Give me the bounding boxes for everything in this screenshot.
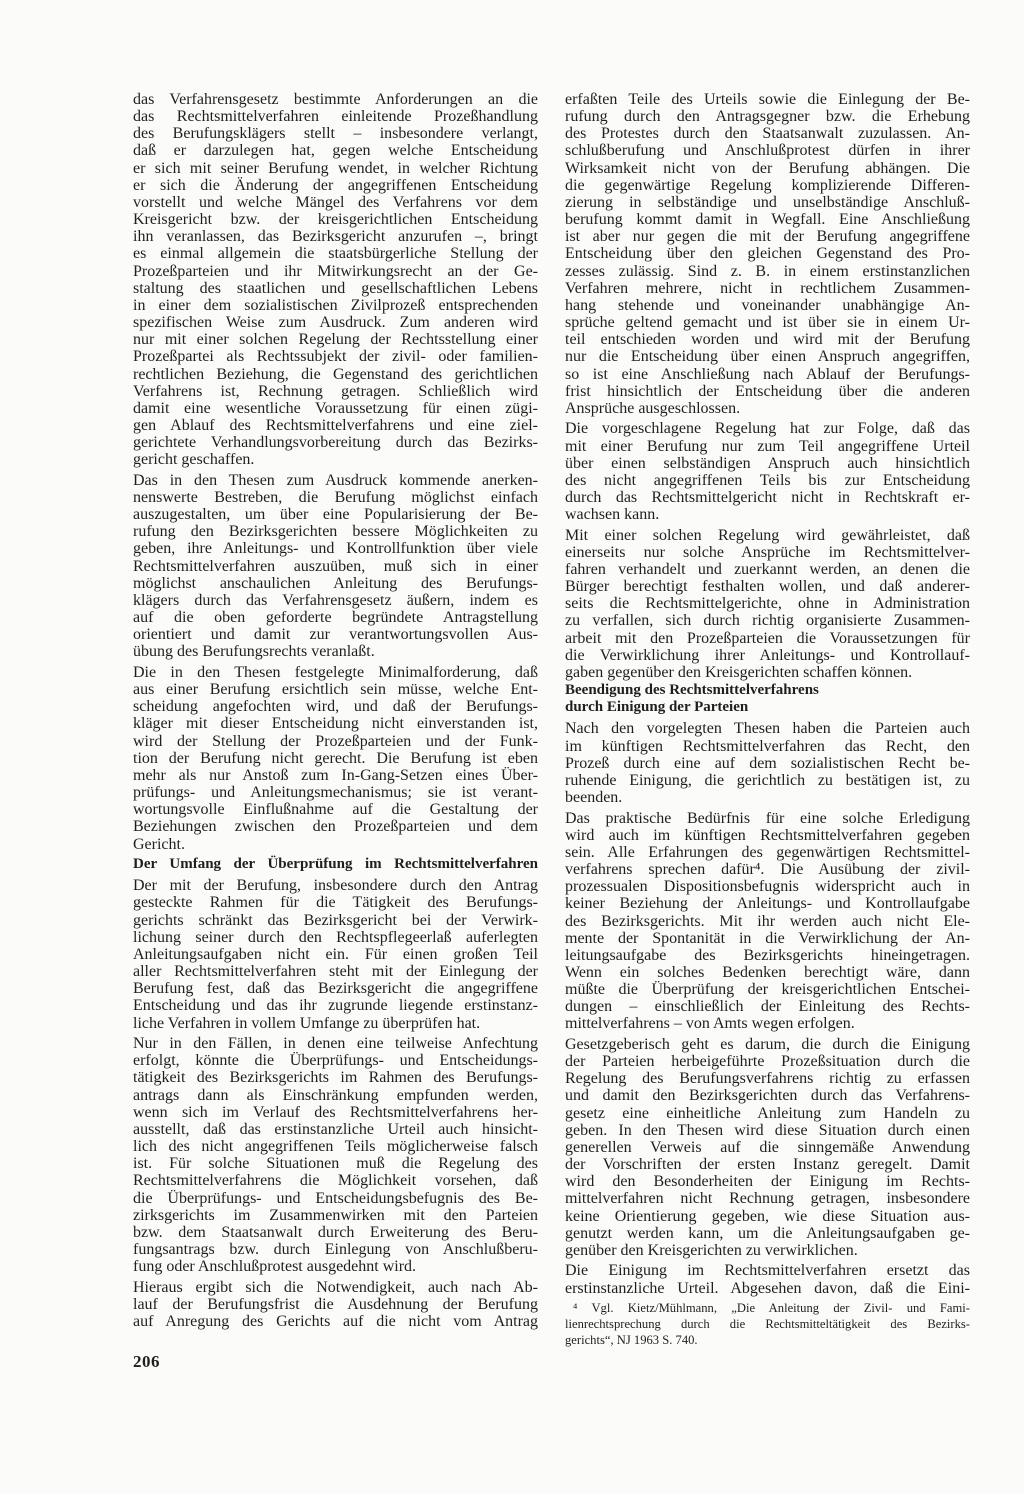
- text-line: genutzt werden kann, um die Anleitungsaufgaben ge-: [565, 1224, 970, 1242]
- paragraph: [565, 420, 970, 523]
- text-line: Entscheidung und das ihr zugrunde liegende erstinstanz-: [133, 997, 538, 1015]
- text-line: spezifischen Weise zum Ausdruck. Zum anderen wird: [133, 314, 538, 332]
- text-line: Der mit der Berufung, insbesondere durch den Antrag: [133, 877, 538, 895]
- text-line: leitungsaufgabe des Bezirksgerichts hineingetragen.: [565, 946, 970, 964]
- text-line: nur die Entscheidung über einen Anspruch angegriffen,: [565, 348, 970, 366]
- text-line: der Parteien herbeigeführte Prozeßsituation durch die: [565, 1053, 970, 1071]
- text-line: Das in den Thesen zum Ausdruck kommende anerken-: [133, 471, 538, 489]
- text-line: sein. Alle Erfahrungen des gegenwärtigen Rechtsmittel-: [565, 843, 970, 861]
- paragraph: [133, 877, 538, 1031]
- section-heading-text: Der Umfang der Überprüfung im Rechtsmittelverfahren: [133, 855, 538, 872]
- text-line: Entscheidung über den gleichen Gegenstand des Pro-: [565, 245, 970, 263]
- right-column: [565, 91, 970, 1297]
- text-line: er sich die Änderung der angegriffenen Entscheidung: [133, 176, 538, 194]
- text-line: Bürger berechtigt festhalten wollen, und daß anderer-: [565, 578, 970, 596]
- text-line: orientiert und damit zur verantwortungsvollen Aus-: [133, 626, 538, 644]
- text-line: Prozeßparteien und ihr Mitwirkungsrecht an der Ge-: [133, 262, 538, 280]
- text-line: auf Anregung des Gerichts auf die nicht vom Antrag: [133, 1313, 538, 1330]
- text-line: Gericht.: [133, 835, 185, 853]
- text-line: des Protestes durch den Staatsanwalt zuzulassen. An-: [565, 125, 970, 143]
- text-line: Prozeß durch eine auf dem sozialistischen Recht be-: [565, 754, 970, 772]
- text-line: Verfahren mehrere, nicht in rechtlichem Zusammen-: [565, 279, 970, 297]
- text-line: rechtlichen Beziehung, die Gegenstand des gerichtlichen: [133, 365, 538, 383]
- text-line: in einer dem sozialistischen Zivilprozeß entsprechenden: [133, 296, 538, 314]
- paragraph: [565, 1262, 970, 1296]
- text-line: mit einer Berufung nur zum Teil angegriffene Urteil: [565, 437, 970, 455]
- text-line: gerichts schränkt das Bezirksgericht bei der Verwirk-: [133, 911, 538, 929]
- text-line: die gegenwärtige Regelung komplizierende Differen-: [565, 176, 970, 194]
- text-line: Wirksamkeit nicht von der Berufung abhängen. Die: [565, 159, 970, 177]
- text-line: mittelverfahren nicht Rechnung getragen, insbesondere: [565, 1190, 970, 1208]
- text-line: berufung kommt damit in Wegfall. Eine Anschließung: [565, 211, 970, 229]
- text-line: wachsen kann.: [565, 506, 660, 524]
- text-line: Rechtsmittelverfahren auszuüben, muß sich in einer: [133, 557, 538, 575]
- text-line: ausstellt, daß das erstinstanzliche Urteil auch hinsicht-: [133, 1120, 538, 1138]
- text-line: des nicht angegriffenen Teils bis zur Entscheidung: [565, 471, 970, 489]
- text-line: gericht geschaffen.: [133, 451, 255, 469]
- text-line: keiner Beziehung der Anleitungs- und Kontrollaufgabe: [565, 895, 970, 913]
- paragraph: [565, 1036, 970, 1259]
- text-line: wortungsvolle Einflußnahme auf die Gestaltung der: [133, 801, 538, 819]
- text-line: wenn sich im Verlauf des Rechtsmittelverfahrens her-: [133, 1103, 538, 1121]
- text-line: möglichst anschaulichen Anleitung des Berufungs-: [133, 574, 538, 592]
- text-line: prozessualen Dispositionsbefugnis widerspricht auch in: [565, 878, 970, 896]
- text-line: erfaßten Teile des Urteils sowie die Einlegung der Be-: [565, 91, 970, 108]
- text-line: auszugestalten, um über eine Popularisierung der Be-: [133, 506, 538, 524]
- text-line: rufung den Bezirksgerichten bessere Möglichkeiten zu: [133, 523, 538, 541]
- paragraph: [565, 810, 970, 1033]
- text-line: einerseits nur solche Ansprüche im Rechtsmittelver-: [565, 543, 970, 561]
- text-line: im künftigen Rechtsmittelverfahren das Recht, den: [565, 737, 970, 755]
- text-line: liche Verfahren in vollem Umfange zu überprüfen hat.: [133, 1014, 481, 1032]
- text-line: zu verfallen, sich durch richtig organisierte Zusammen-: [565, 612, 970, 630]
- text-line: staltung des staatlichen und gesellschaftlichen Lebens: [133, 279, 538, 297]
- text-line: mittelverfahrens – von Amts wegen erfolgen.: [565, 1015, 855, 1033]
- text-line: Kreisgericht bzw. der kreisgerichtlichen Entscheidung: [133, 211, 538, 229]
- text-line: beenden.: [565, 789, 623, 807]
- text-line: aller Rechtsmittelverfahren steht mit der Einlegung der: [133, 963, 538, 981]
- paragraph: [565, 91, 970, 417]
- text-line: hang stehende und voneinander unabhängige An-: [565, 296, 970, 314]
- text-line: Die in den Thesen festgelegte Minimalforderung, daß: [133, 663, 538, 681]
- text-line: nur mit einer solchen Regelung der Rechtsstellung einer: [133, 331, 538, 349]
- text-line: und damit den Bezirksgerichten durch das Verfahrens-: [565, 1087, 970, 1105]
- text-line: schlußberufung und Anschlußprotest dürfen in ihrer: [565, 142, 970, 160]
- text-line: gen Ablauf des Rechtsmittelverfahrens und eine ziel-: [133, 416, 538, 434]
- text-line: prüfungs- und Anleitungsmechanismus; sie ist verant-: [133, 784, 538, 802]
- text-line: verfahrens sprechen dafür⁴. Die Ausübung der zivil-: [565, 861, 970, 879]
- text-line: seits die Rechtsmittelgerichte, ohne in Administration: [565, 595, 970, 613]
- paragraph: [133, 1035, 538, 1275]
- text-line: damit eine wesentliche Voraussetzung für einen zügi-: [133, 399, 538, 417]
- text-line: zirksgerichts im Zusammenwirken mit den Parteien: [133, 1206, 538, 1224]
- text-line: aus einer Berufung ersichtlich sein müsse, welche Ent-: [133, 681, 538, 699]
- text-line: geben, ihre Anleitungs- und Kontrollfunktion über viele: [133, 540, 538, 558]
- text-line: frist hinsichtlich der Entscheidung über die anderen: [565, 382, 970, 400]
- section-heading: [133, 856, 538, 873]
- text-line: genüber den Kreisgerichten zu verwirklichen.: [565, 1241, 858, 1259]
- text-line: geben. In den Thesen wird diese Situation durch einen: [565, 1121, 970, 1139]
- text-line: Prozeßpartei als Rechtssubjekt der zivil- oder familien-: [133, 348, 538, 366]
- text-line: Wenn ein solches Bedenken berechtigt wäre, dann: [565, 963, 970, 981]
- text-line: Regelung des Berufungsverfahrens richtig zu erfassen: [565, 1070, 970, 1088]
- text-line: bzw. dem Staatsanwalt durch Erweiterung des Beru-: [133, 1223, 538, 1241]
- left-column: [133, 91, 538, 1330]
- text-line: es einmal allgemein die staatsbürgerliche Stellung der: [133, 245, 538, 263]
- text-line: antrags dann als Einschränkung empfunden werden,: [133, 1086, 538, 1104]
- text-line: lich des nicht angegriffenen Teils möglicherweise falsch: [133, 1138, 538, 1156]
- text-line: Ansprüche ausgeschlossen.: [565, 399, 741, 417]
- text-line: müßte die Überprüfung der kreisgerichtlichen Entschei-: [565, 981, 970, 999]
- text-line: Anleitungsaufgaben nicht ein. Für einen großen Teil: [133, 945, 538, 963]
- text-line: so ist eine Anschließung nach Ablauf der Berufungs-: [565, 365, 970, 383]
- text-line: mehr als nur Anstoß zum In-Gang-Setzen eines Über-: [133, 766, 538, 784]
- text-line: teil entschieden worden und wird mit der Berufung: [565, 331, 970, 349]
- text-line: gesteckte Rahmen für die Tätigkeit des Berufungs-: [133, 894, 538, 912]
- text-line: nenswerte Bestreben, die Berufung möglichst einfach: [133, 488, 538, 506]
- text-line: Hieraus ergibt sich die Notwendigkeit, auch nach Ab-: [133, 1278, 538, 1296]
- text-line: des Berufungsklägers stellt – insbesondere verlangt,: [133, 125, 538, 143]
- text-line: durch das Rechtsmittelgericht nicht in Rechtskraft er-: [565, 488, 970, 506]
- page-number: 206: [133, 1352, 160, 1371]
- text-line: fung oder Anschlußprotest ausgedehnt wird.: [133, 1258, 417, 1276]
- text-line: übung des Berufungsrechts veranlaßt.: [133, 643, 375, 661]
- text-line: das Verfahrensgesetz bestimmte Anforderungen an die: [133, 91, 538, 108]
- text-line: Verfahrens ist, Rechnung getragen. Schließlich wird: [133, 382, 538, 400]
- text-line: Berufung fest, daß das Bezirksgericht die angegriffene: [133, 980, 538, 998]
- footnote-line: ⁴ Vgl. Kietz/Mühlmann, „Die Anleitung der Zivil- und Fami-: [573, 1301, 970, 1315]
- text-line: Die Einigung im Rechtsmittelverfahren ersetzt das: [565, 1262, 970, 1280]
- text-line: tion der Berufung nicht gerecht. Die Berufung ist eben: [133, 749, 538, 767]
- text-line: Gesetzgeberisch geht es darum, die durch die Einigung: [565, 1036, 970, 1053]
- text-line: die Überprüfungs- und Entscheidungsbefugnis des Be-: [133, 1189, 538, 1207]
- text-line: gaben gegenüber den Kreisgerichten schaffen können.: [565, 663, 913, 681]
- paragraph: [133, 664, 538, 853]
- text-line: fahren verhandelt und zuerkannt werden, an denen die: [565, 561, 970, 578]
- text-line: Nach den vorgelegten Thesen haben die Parteien auch: [565, 720, 970, 738]
- text-line: das Rechtsmittelverfahren einleitende Prozeßhandlung: [133, 108, 538, 126]
- text-line: mente der Spontanität in die Verwirklichung der An-: [565, 929, 970, 947]
- text-line: rufung durch den Antragsgegner bzw. die Erhebung: [565, 108, 970, 126]
- text-line: wird den Besonderheiten der Einigung im Rechts-: [565, 1173, 970, 1191]
- text-line: generellen Verweis auf die sinngemäße Anwendung: [565, 1138, 970, 1156]
- footnote-line: lienrechtsprechung durch die Rechtsmitteltätigkeit des Bezirks-: [565, 1316, 970, 1331]
- text-line: gesetz eine einheitliche Anleitung zum Handeln zu: [565, 1104, 970, 1122]
- section-heading: [565, 682, 970, 716]
- text-line: ihn veranlassen, das Bezirksgericht anzurufen –, bringt: [133, 228, 538, 246]
- footnote: [565, 1301, 970, 1349]
- text-line: wird auch im künftigen Rechtsmittelverfahren gegeben: [565, 826, 970, 844]
- paragraph: [133, 472, 538, 661]
- paragraph: [565, 527, 970, 681]
- text-line: keine Orientierung gegeben, wie diese Situation aus-: [565, 1207, 970, 1225]
- text-line: kläger mit dieser Entscheidung nicht einverstanden ist,: [133, 715, 538, 733]
- text-line: erfolgt, könnte die Überprüfungs- und Entscheidungs-: [133, 1052, 538, 1070]
- text-line: wird der Stellung der Prozeßparteien und der Funk-: [133, 732, 538, 750]
- text-line: über einen selbständigen Anspruch auch hinsichtlich: [565, 454, 970, 472]
- text-line: ist. Für solche Situationen muß die Regelung des: [133, 1155, 538, 1173]
- text-line: Mit einer solchen Regelung wird gewährleistet, daß: [565, 526, 970, 544]
- paragraph: [133, 91, 538, 468]
- text-line: Das praktische Bedürfnis für eine solche Erledigung: [565, 809, 970, 827]
- text-line: die Verwirklichung ihrer Anleitungs- und Kontrollauf-: [565, 646, 970, 664]
- text-line: der Vorschriften der ersten Instanz geregelt. Damit: [565, 1156, 970, 1174]
- section-heading-line: Beendigung des Rechtsmittelverfahrens: [565, 681, 819, 698]
- text-line: ist aber nur gegen die mit der Berufung angegriffene: [565, 228, 970, 246]
- text-line: daß er darzulegen hat, gegen welche Entscheidung: [133, 142, 538, 160]
- text-line: scheidung angefochten wird, und daß der Berufungs-: [133, 698, 538, 716]
- text-line: lauf der Berufungsfrist die Ausdehnung der Berufung: [133, 1295, 538, 1313]
- paragraph: [133, 1279, 538, 1330]
- section-heading-line: durch Einigung der Parteien: [565, 698, 749, 715]
- footnote-line: gerichts“, NJ 1963 S. 740.: [565, 1332, 698, 1347]
- text-line: gerichtete Verhandlungsvorbereitung durch das Bezirks-: [133, 434, 538, 452]
- paragraph: [565, 720, 970, 806]
- text-line: auf die oben geforderte begründete Antragstellung: [133, 609, 538, 627]
- text-line: Nur in den Fällen, in denen eine teilweise Anfechtung: [133, 1035, 538, 1053]
- text-line: des Bezirksgerichts. Mit ihr werden auch nicht Ele-: [565, 912, 970, 930]
- text-line: klägers durch das Verfahrensgesetz äußern, indem es: [133, 591, 538, 609]
- text-line: zierung in selbständige und unselbständige Anschluß-: [565, 193, 970, 211]
- text-line: dungen – einschließlich der Einleitung des Rechts-: [565, 998, 970, 1016]
- text-line: Die vorgeschlagene Regelung hat zur Folge, daß das: [565, 420, 970, 438]
- text-line: lichung seiner durch den Rechtspflegeerlaß auferlegten: [133, 928, 538, 946]
- text-line: vorstellt und welche Mängel des Verfahrens vor dem: [133, 193, 538, 211]
- text-line: ruhende Einigung, die gerichtlich zu bestätigen ist, zu: [565, 771, 970, 789]
- text-line: sprüche geltend gemacht und ist über sie in einem Ur-: [565, 314, 970, 332]
- text-line: Beziehungen zwischen den Prozeßparteien und dem: [133, 818, 538, 836]
- text-line: zesses zulässig. Sind z. B. in einem erstinstanzlichen: [565, 262, 970, 280]
- text-line: erstinstanzliche Urteil. Abgesehen davon, daß die Eini-: [565, 1279, 970, 1297]
- text-line: arbeit mit den Prozeßparteien die Voraussetzungen für: [565, 629, 970, 647]
- text-line: Rechtsmittelverfahrens die Möglichkeit vorsehen, daß: [133, 1172, 538, 1190]
- text-line: fungsantrags bzw. durch Einlegung von Anschlußberu-: [133, 1240, 538, 1258]
- text-line: tätigkeit des Bezirksgerichts im Rahmen des Berufungs-: [133, 1069, 538, 1087]
- text-line: er sich mit seiner Berufung wendet, in welcher Richtung: [133, 159, 538, 177]
